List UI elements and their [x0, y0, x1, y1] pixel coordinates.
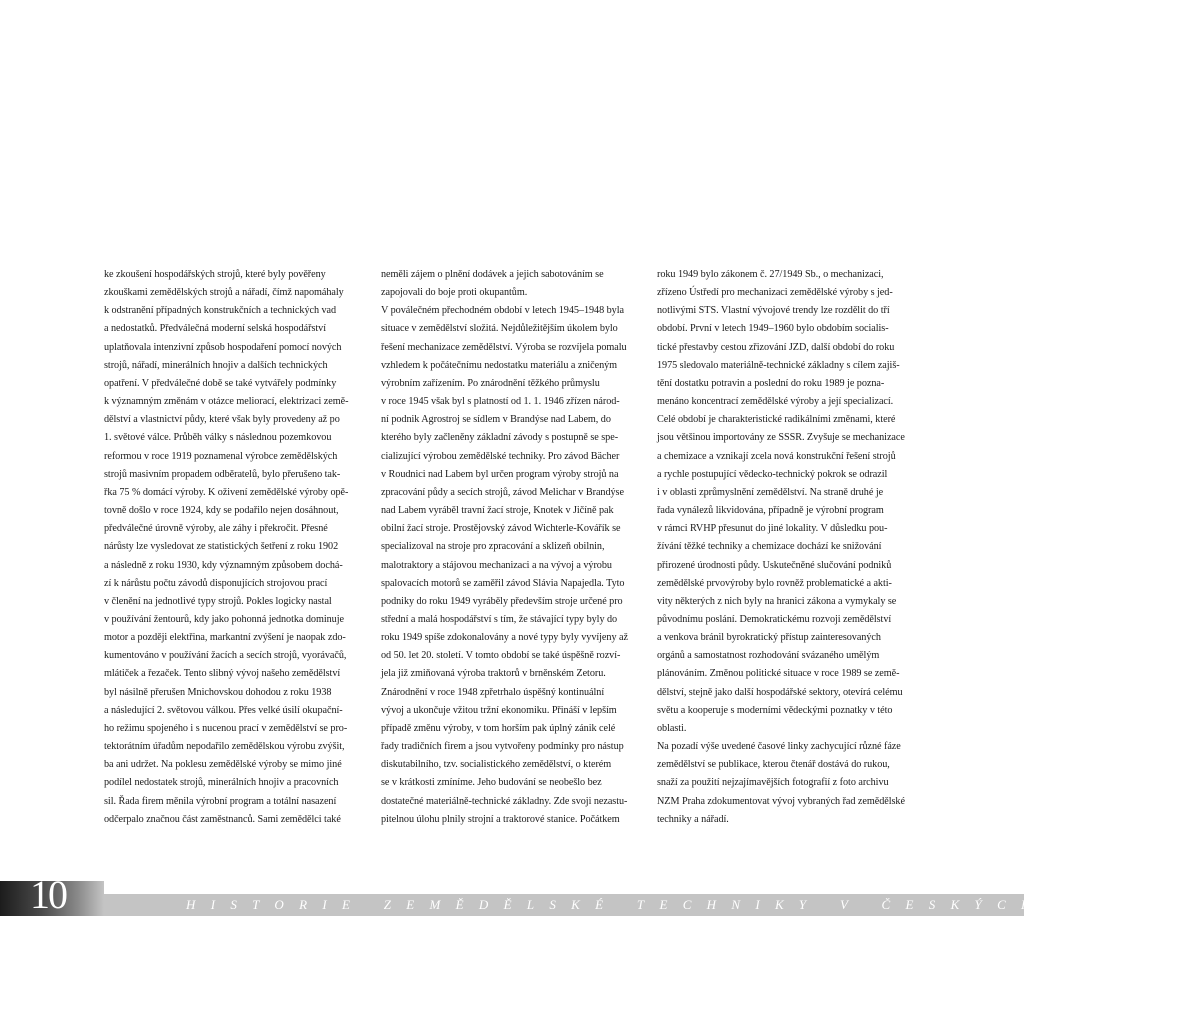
text-line: spalovacích motorů se zaměřil závod Slávia Napajedla. Tyto [381, 577, 625, 589]
text-line: 1975 sledovalo materiálně-technické základny s cílem zajiš- [657, 359, 900, 371]
text-line: jsou většinou importovány ze SSSR. Zvyšuje se mechanizace [657, 432, 905, 444]
text-line: od 50. let 20. století. V tomto období se také úspěšně rozví- [381, 650, 621, 662]
text-line: tické přestavby cestou zřizování JZD, další období do roku [657, 341, 895, 353]
text-line: dělství, stejně jako další hospodářské sektory, otevírá celému [657, 686, 903, 698]
text-line: období. První v letech 1949–1960 bylo obdobím socialis- [657, 323, 889, 335]
text-line: střední a malá hospodářství s tím, že stávající typy byly do [381, 613, 618, 625]
text-line: dělství a vlastnictví půdy, které však byly provedeny až po [104, 414, 340, 426]
text-line: zí k nárůstu počtu závodů disponujících strojovou prací [104, 577, 328, 589]
text-line: nárůsty lze vysledovat ze statistických šetření z roku 1902 [104, 541, 339, 553]
text-line: zemědělství se publikace, kterou čtenář dostává do rukou, [657, 759, 890, 771]
text-line: řka 75 % domácí výroby. K oživení zemědělské výroby opě- [104, 486, 349, 498]
text-line: byl násilně přerušen Mnichovskou dohodou z roku 1938 [104, 686, 332, 698]
text-column-1 [104, 266, 364, 829]
text-line: k odstranění případných konstrukčních a technických vad [104, 305, 337, 317]
text-line: a následně z roku 1930, kdy významným způsobem dochá- [104, 559, 343, 571]
text-line: v Roudnici nad Labem byl určen program výroby strojů na [381, 468, 619, 480]
text-line: přirozené úrodnosti půdy. Uskutečněné slučování podniků [657, 559, 892, 571]
text-line: a následující 2. světovou válkou. Přes velké úsilí okupační- [104, 704, 343, 716]
text-line: jela již zmiňovaná výroba traktorů v brněnském Zetoru. [381, 668, 606, 680]
text-line: strojů, nářadí, minerálních hnojiv a dalších technických [104, 359, 328, 371]
text-line: ní podnik Agrostroj se sídlem v Brandýse nad Labem, do [381, 414, 611, 426]
text-line: zkouškami zemědělských strojů a nářadí, čímž napomáhaly [104, 287, 344, 299]
text-line: světu a kooperuje s moderními vědeckými poznatky v této [657, 704, 893, 716]
text-line: podílel nedostatek strojů, minerálních hnojiv a pracovních [104, 777, 339, 789]
text-line: a venkova bránil byrokratický přístup zainteresovaných [657, 632, 881, 644]
text-line: dostatečné materiálně-technické základny. Zde svoji nezastu- [381, 795, 628, 807]
text-line: vzhledem k počátečnímu nedostatku materiálu a zničeným [381, 359, 618, 371]
text-line: V poválečném přechodném období v letech 1945–1948 byla [381, 305, 624, 317]
text-line: diskutabilního, tzv. socialistického zemědělství, o kterém [381, 759, 612, 771]
text-line: roku 1949 spíše zdokonalovány a nové typy byly vyvíjeny až [381, 632, 628, 644]
page-number: 10 [30, 872, 66, 917]
text-line: odčerpalo značnou část zaměstnanců. Sami zemědělci také [104, 813, 341, 825]
text-line: sil. Řada firem měnila výrobní program a totální nasazení [104, 795, 337, 807]
text-line: zemědělské prvovýroby bylo rovněž problematické a akti- [657, 577, 892, 589]
text-line: i v oblasti zprůmyslnění zemědělství. Na straně druhé je [657, 486, 884, 498]
text-line: zpracování půdy a secích strojů, závod Melichar v Brandýse [381, 486, 624, 498]
text-line: notlivými STS. Vlastní vývojové trendy lze rozdělit do tří [657, 305, 890, 317]
text-line: v členění na jednotlivé typy strojů. Pokles logicky nastal [104, 595, 332, 607]
text-line: nad Labem vyráběl travní žací stroje, Knotek v Jičíně pak [381, 505, 614, 517]
text-line: a rychle postupující vědecko-technický pokrok se odrazil [657, 468, 888, 480]
text-line: podniky do roku 1949 vyráběly především stroje určené pro [381, 595, 623, 607]
text-line: snaží za použití nejzajímavějších fotografií z foto archivu [657, 777, 889, 789]
text-line: tektorátním úřadům nepodařilo zemědělskou výrobu zvýšit, [104, 741, 345, 753]
text-line: strojů masivním propadem odběratelů, bylo přerušeno tak- [104, 468, 341, 480]
text-line: a nedostatků. Předválečná moderní selská hospodářství [104, 323, 326, 335]
running-title: HISTORIE ZEMĚDĚLSKÉ TECHNIKY V ČESKÝCH ZEMÍCH [186, 897, 1204, 912]
text-line: oblasti. [657, 722, 687, 734]
text-line: NZM Praha zdokumentovat vývoj vybraných řad zemědělské [657, 795, 905, 807]
text-line: mlátiček a řezaček. Tento slibný vývoj našeho zemědělství [104, 668, 341, 680]
text-line: ke zkoušení hospodářských strojů, které byly pověřeny [104, 269, 326, 280]
text-line: vity některých z nich byly na hranici zákona a vymykaly se [657, 595, 897, 607]
text-line: kterého byly začleněny základní závody s postupně se spe- [381, 432, 619, 444]
text-line: ho režimu spojeného i s nucenou prací v zemědělství se pro- [104, 722, 348, 734]
text-line: cializující výrobou zemědělské techniky. Pro závod Bächer [381, 450, 620, 462]
text-line: tovně došlo v roce 1924, kdy se podařilo nejen dosáhnout, [104, 505, 339, 517]
text-line: zapojovali do boje proti okupantům. [381, 287, 528, 299]
text-line: 1. světové válce. Průběh války s následnou pozemkovou [104, 432, 332, 444]
text-line: motor a později elektřina, markantní zvýšení je naopak zdo- [104, 632, 346, 644]
text-line: v rámci RVHP přesunut do jiné lokality. V důsledku pou- [657, 523, 888, 535]
text-line: Celé období je charakteristické radikálními změnami, které [657, 414, 896, 426]
text-line: malotraktory a stájovou mechanizaci a na vývoj a výrobu [381, 559, 612, 571]
text-column-3 [657, 266, 919, 829]
text-line: tění dostatku potravin a poslední do roku 1989 je pozna- [657, 377, 885, 389]
text-line: řady tradičních firem a jsou vytvořeny podmínky pro nástup [381, 741, 624, 753]
text-line: zřízeno Ústředí pro mechanizaci zemědělské výroby s jed- [657, 287, 893, 299]
text-line: roku 1949 bylo zákonem č. 27/1949 Sb., o mechanizaci, [657, 269, 884, 280]
text-line: a chemizace a vznikají zcela nová konstrukční řešení strojů [657, 450, 896, 462]
text-line: původnímu poslání. Demokratickému rozvoji zemědělství [657, 613, 892, 625]
text-line: k významným změnám v otázce meliorací, elektrizaci země- [104, 396, 349, 408]
text-line: ba ani udržet. Na poklesu zemědělské výroby se mimo jiné [104, 759, 342, 771]
text-line: pitelnou úlohu plnily strojní a traktorové stanice. Počátkem [381, 813, 620, 825]
text-line: v roce 1945 však byl s platností od 1. 1. 1946 zřízen národ- [381, 396, 620, 408]
text-line: techniky a nářadí. [657, 813, 729, 825]
text-line: situace v zemědělství složitá. Nejdůležitějším úkolem bylo [381, 323, 618, 335]
text-line: plánováním. Změnou politické situace v roce 1989 se země- [657, 668, 900, 680]
text-line: žívání těžké techniky a chemizace dochází ke snižování [657, 541, 882, 553]
text-line: Znárodnění v roce 1948 zpřetrhalo úspěšný kontinuální [381, 686, 605, 698]
text-line: v používání žentourů, kdy jako pohonná jednotka dominuje [104, 613, 344, 625]
text-line: obilní žací stroje. Prostějovský závod Wichterle-Kovářík se [381, 523, 621, 535]
text-line: menáno koncentrací zemědělské výroby a její specializací. [657, 396, 894, 408]
text-line: orgánů a samostatnost rozhodování svázaného umělým [657, 650, 880, 662]
text-line: případě změnu výroby, v tom horším pak úplný zánik celé [381, 722, 616, 734]
text-line: výrobním zařízením. Po znárodnění těžkého průmyslu [381, 377, 600, 389]
text-line: reformou v roce 1919 poznamenal výrobce zemědělských [104, 450, 338, 462]
text-line: Na pozadí výše uvedené časové linky zachycující různé fáze [657, 741, 901, 753]
text-line: kumentováno v používání žacích a secích strojů, vyorávačů, [104, 650, 347, 662]
text-line: řešení mechanizace zemědělství. Výroba se rozvíjela pomalu [381, 341, 627, 353]
text-line: vývoj a ukončuje vžitou tržní ekonomiku. Přináší v lepším [381, 704, 617, 716]
text-line: neměli zájem o plnění dodávek a jejich sabotováním se [381, 269, 604, 280]
text-line: uplatňovala intenzivní způsob hospodaření pomocí nových [104, 341, 342, 353]
text-line: opatření. V předválečné době se také vytvářely podmínky [104, 377, 337, 389]
text-line: se v krátkosti zmíníme. Jeho budování se neobešlo bez [381, 777, 602, 789]
text-line: předválečné úrovně výroby, ale záhy i překročit. Přesné [104, 523, 328, 535]
text-line: specializoval na stroje pro zpracování a sklizeň obilnin, [381, 541, 605, 553]
text-column-2 [381, 266, 643, 829]
text-line: řada vynálezů likvidována, případně je výrobní program [657, 505, 884, 517]
